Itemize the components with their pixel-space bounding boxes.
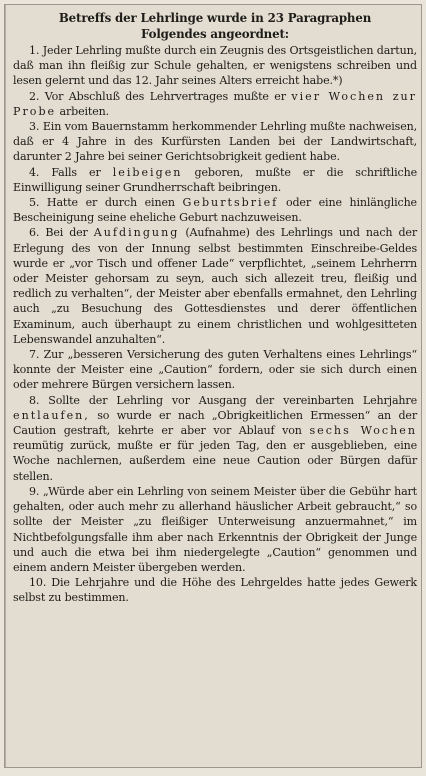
paragraph-5 — [13, 195, 417, 225]
paragraph-4 — [13, 165, 417, 195]
paragraph-5-emphasis: Geburtsbrief — [182, 196, 279, 210]
paragraph-4-emphasis: leibeigen — [112, 165, 183, 179]
paragraph-4-text-a: 4. Falls er — [29, 165, 101, 179]
paragraph-6-emphasis: Aufdingung — [93, 226, 180, 240]
paragraph-2-emphasis: vier Wochen zur Probe — [13, 89, 417, 118]
paragraph-2-text-c: arbeiten. — [59, 104, 109, 118]
paragraph-9: 9. „Würde aber ein Lehrling von seinem Meister über die Gebühr hart gehalten, oder auch mehr zu allerhand häuslicher Arbeit gebraucht,“ so sollte der Meister „zu fleißiger Unterweisung anzuermahnet,“ im Nichtbefolgungsfalle ihm aber nach Erkenntnis der Obrigkeit der Junge und auch die etwa bei ihm niedergelegte „Caution“ genommen und einem andern Meister übergeben werden. — [13, 484, 417, 574]
paragraph-5-text-c: oder eine hinlängliche Bescheinigung seine eheliche Geburt nachzuweisen. — [13, 196, 417, 225]
paragraph-4-text-c: geboren, mußte er die schriftliche Einwilligung seiner Grundherrschaft beibringen. — [13, 165, 417, 194]
newspaper-clipping — [4, 4, 422, 768]
paragraph-6 — [13, 225, 417, 347]
paragraph-8-text-e: reumütig zurück, mußte er für jeden Tag, den er ausgeblieben, eine Woche nachlernen, außerdem eine neue Caution oder Bürgen dafür stellen. — [13, 439, 417, 483]
heading-line-1: Betreffs der Lehrlinge wurde in 23 Paragraphen — [58, 11, 372, 25]
paragraph-8-emphasis-1: entlaufen, — [13, 408, 90, 422]
column-rule — [5, 5, 6, 767]
paragraph-8-emphasis-2: sechs Wochen — [309, 424, 417, 438]
paragraph-7: 7. Zur „besseren Versicherung des guten Verhaltens eines Lehrlings“ konnte der Meister eine „Caution“ fordern, oder sie sich durch einen oder mehrere Bürgen versichern lassen. — [13, 348, 417, 392]
article-body — [13, 11, 417, 763]
paragraph-8 — [13, 393, 417, 484]
paragraph-2-text-a: 2. Vor Abschluß des Lehrvertrages mußte er — [29, 89, 286, 103]
paragraph-10: 10. Die Lehrjahre und die Höhe des Lehrgeldes hatte jedes Gewerk selbst zu bestimmen. — [13, 576, 417, 605]
paragraph-2 — [13, 89, 417, 119]
paragraph-5-text-a: 5. Hatte er durch einen — [29, 196, 175, 210]
paragraph-8-text-a: 8. Sollte der Lehrling vor Ausgang der vereinbarten Lehrjahre — [29, 393, 417, 407]
paragraph-6-text-c: (Aufnahme) des Lehrlings und nach der Erlegung des von der Innung selbst bestimmten Einschreibe-Geldes wurde er „vor Tisch und offener Lade“ verpflichtet, „seinem Lehrherrn oder Meister gehorsam zu seyn, auch sich allezeit treu, fleißig und redlich zu verhalten“, der Meister aber ebenfalls ermahnet, den Lehrling auch „zu Besuchung des Gottesdienstes und derer öffentlichen Examinum, auch überhaupt zu einem christlichen und wohlgesitteten Lebenswandel anzuhalten“. — [13, 226, 417, 346]
paragraph-1: 1. Jeder Lehrling mußte durch ein Zeugnis des Ortsgeistlichen dartun, daß man ihn fleißig zur Schule gehalten, er wenigstens schreiben und lesen gelernt und das 12. Jahr seines Alters erreicht habe.*) — [13, 44, 417, 88]
paragraph-8-text-c: so wurde er nach „Obrigkeitlichen Ermessen“ an der Caution gestraft, kehrte er aber vor Ablauf von — [13, 408, 417, 438]
paragraph-3: 3. Ein vom Bauernstamm herkommender Lehrling mußte nachweisen, daß er 4 Jahre in des Kurfürsten Landen bei der Landwirtschaft, darunter 2 Jahre bei seiner Gerichtsobrigkeit gedient habe. — [13, 120, 417, 164]
paragraph-6-text-a: 6. Bei der — [29, 226, 88, 240]
heading-line-2: Folgendes angeordnet: — [141, 26, 289, 41]
article-heading — [13, 11, 417, 42]
